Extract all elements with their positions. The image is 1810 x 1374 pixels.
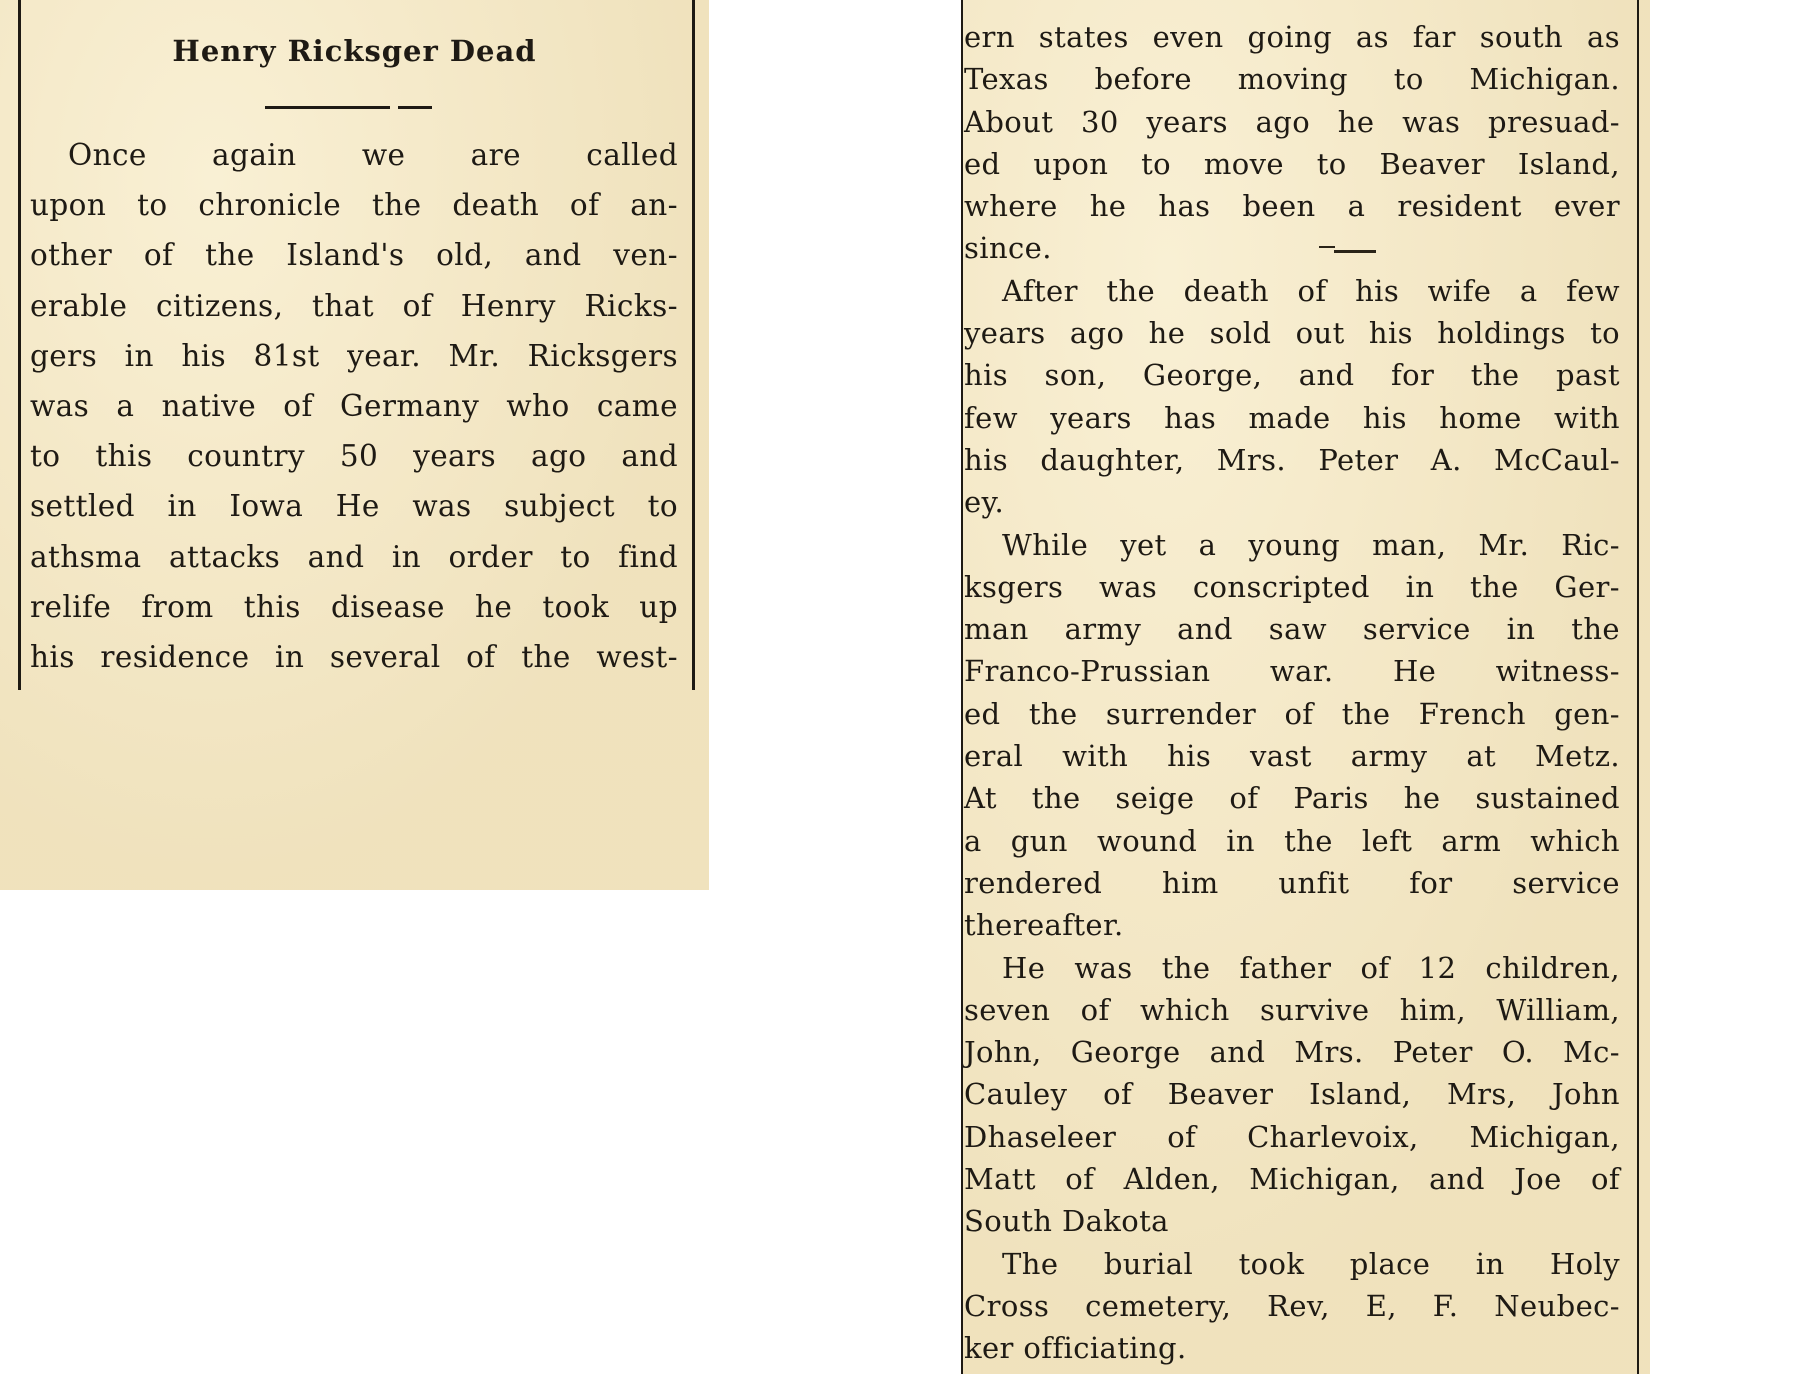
text-line: South Dakota xyxy=(964,1204,1169,1239)
text-line: athsma attacks and in order to find xyxy=(30,539,678,574)
text-line: rendered him unfit for service xyxy=(964,865,1620,900)
text-line: Matt of Alden, Michigan, and Joe of xyxy=(964,1162,1620,1197)
headline-divider-tail xyxy=(398,106,432,109)
text-line: After the death of his wife a few xyxy=(1002,273,1620,308)
text-line: since. xyxy=(964,231,1052,266)
text-line: was a native of Germany who came xyxy=(30,389,678,424)
text-line: to this country 50 years ago and xyxy=(30,439,678,474)
text-line: where he has been a resident ever xyxy=(964,189,1620,224)
text-line: eral with his vast army at Metz. xyxy=(964,739,1620,774)
text-line: upon to chronicle the death of an- xyxy=(30,188,678,223)
text-line: years ago he sold out his holdings to xyxy=(964,316,1620,351)
text-line: erable citizens, that of Henry Ricks- xyxy=(30,288,678,323)
text-line: his son, George, and for the past xyxy=(964,358,1620,393)
text-line: settled in Iowa He was subject to xyxy=(30,489,678,524)
text-line: a gun wound in the left arm which xyxy=(964,823,1620,858)
text-line: ker officiating. xyxy=(964,1331,1187,1366)
text-line: his daughter, Mrs. Peter A. McCaul- xyxy=(964,442,1620,477)
text-line: He was the father of 12 children, xyxy=(1002,950,1620,985)
text-line: While yet a young man, Mr. Ric- xyxy=(1002,527,1620,562)
text-line: Franco-Prussian war. He witness- xyxy=(964,654,1620,689)
text-line: John, George and Mrs. Peter O. Mc- xyxy=(964,1035,1620,1070)
right-clip-right-rule xyxy=(1637,0,1639,1374)
text-line: ksgers was conscripted in the Ger- xyxy=(964,569,1620,604)
right-column-text xyxy=(964,16,1620,1370)
text-line: Cross cemetery, Rev, E, F. Neubec- xyxy=(964,1288,1620,1323)
right-column-rule xyxy=(692,0,695,690)
text-line: seven of which survive him, William, xyxy=(964,992,1620,1027)
text-line: his residence in several of the west- xyxy=(30,640,678,675)
right-clip-left-rule xyxy=(961,0,963,1374)
headline: Henry Ricksger Dead xyxy=(172,34,537,68)
text-line: man army and saw service in the xyxy=(964,612,1620,647)
text-line: ed upon to move to Beaver Island, xyxy=(964,146,1620,181)
text-line: ed the surrender of the French gen- xyxy=(964,696,1620,731)
left-column-rule xyxy=(18,0,21,690)
text-line: About 30 years ago he was presuad- xyxy=(964,104,1620,139)
headline-divider xyxy=(265,106,390,109)
text-line: other of the Island's old, and ven- xyxy=(30,238,678,273)
text-line: Dhaseleer of Charlevoix, Michigan, xyxy=(964,1119,1620,1154)
text-line: relife from this disease he took up xyxy=(30,589,678,624)
text-line: gers in his 81st year. Mr. Ricksgers xyxy=(30,338,678,373)
left-column-text xyxy=(30,130,678,682)
text-line: At the seige of Paris he sustained xyxy=(964,781,1620,816)
text-line: ern states even going as far south as xyxy=(964,20,1620,54)
text-line: ey. xyxy=(964,485,1005,520)
text-line: few years has made his home with xyxy=(964,400,1620,435)
text-line: Once again we are called xyxy=(68,138,678,172)
text-line: Texas before moving to Michigan. xyxy=(964,62,1620,97)
text-line: Cauley of Beaver Island, Mrs, John xyxy=(964,1077,1620,1112)
text-line: thereafter. xyxy=(964,908,1124,943)
text-line: The burial took place in Holy xyxy=(1002,1246,1620,1281)
